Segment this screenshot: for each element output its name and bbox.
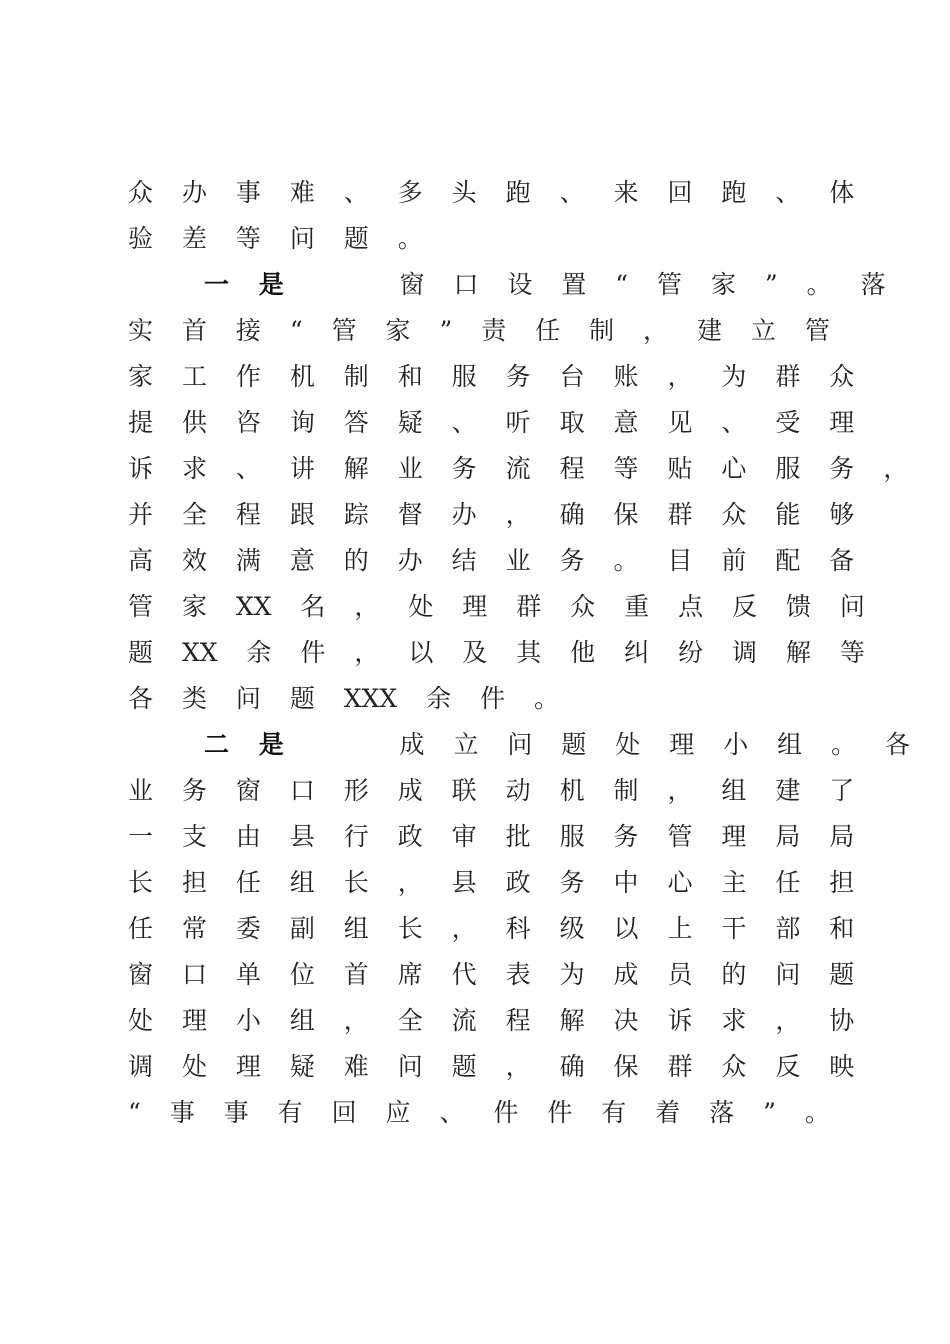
line-text: 高 效 满 意 的 办 结 业 务 。 目 前 配 备	[128, 546, 855, 575]
text-line	[128, 820, 854, 854]
text-line	[128, 636, 865, 670]
text-line	[128, 406, 854, 440]
text-line	[128, 452, 908, 486]
text-line	[128, 360, 854, 394]
text-line	[128, 498, 854, 532]
text-line	[128, 1050, 854, 1084]
line-text: 成 立 问 题 处 理 小 组 。 各	[399, 730, 911, 759]
line-text: 调 处 理 疑 难 问 题 ， 确 保 群 众 反 映	[128, 1052, 855, 1081]
line-text: 窗 口 设 置 “ 管 家 ” 。 落	[399, 270, 886, 299]
line-text: 题 XX 余 件 ， 以 及 其 他 纠 纷 调 解 等	[128, 638, 865, 667]
text-line	[128, 314, 830, 348]
line-text: 并 全 程 跟 踪 督 办 ， 确 保 群 众 能 够	[128, 500, 855, 529]
line-text: 提 供 咨 询 答 疑 、 听 取 意 见 、 受 理	[128, 408, 855, 437]
text-line	[128, 866, 854, 900]
text-line	[128, 176, 854, 210]
text-line	[128, 958, 854, 992]
text-line	[128, 682, 559, 716]
point-one-lead: 一 是	[204, 270, 284, 299]
text-line	[204, 268, 886, 302]
text-line	[128, 544, 854, 578]
line-text: 众 办 事 难 、 多 头 跑 、 来 回 跑 、 体	[128, 178, 855, 207]
text-line	[128, 590, 865, 624]
line-text: 窗 口 单 位 首 席 代 表 为 成 员 的 问 题	[128, 960, 855, 989]
point-two-lead: 二 是	[204, 730, 284, 759]
text-line	[128, 774, 854, 808]
text-line	[128, 1004, 854, 1038]
line-text: 一 支 由 县 行 政 审 批 服 务 管 理 局 局	[128, 822, 855, 851]
line-text: 管 家 XX 名 ， 处 理 群 众 重 点 反 馈 问	[128, 592, 865, 621]
line-text: 家 工 作 机 制 和 服 务 台 账 ， 为 群 众	[128, 362, 855, 391]
line-text: 业 务 窗 口 形 成 联 动 机 制 ， 组 建 了	[128, 776, 855, 805]
line-text: 任 常 委 副 组 长 ， 科 级 以 上 干 部 和	[128, 914, 855, 943]
line-text: 长 担 任 组 长 ， 县 政 务 中 心 主 任 担	[128, 868, 855, 897]
line-text: 处 理 小 组 ， 全 流 程 解 决 诉 求 ， 协	[128, 1006, 855, 1035]
text-line	[204, 728, 910, 762]
line-text: 验 差 等 问 题 。	[128, 224, 423, 253]
text-line	[128, 912, 854, 946]
text-line	[128, 222, 423, 256]
line-text: 实 首 接 “ 管 家 ” 责 任 制 ， 建 立 管	[128, 316, 830, 345]
line-text: “ 事 事 有 回 应 、 件 件 有 着 落 ” 。	[128, 1098, 830, 1127]
line-text: 诉 求 、 讲 解 业 务 流 程 等 贴 心 服 务 ，	[128, 454, 909, 483]
line-text: 各 类 问 题 XXX 余 件 。	[128, 684, 560, 713]
text-line	[128, 1096, 830, 1130]
